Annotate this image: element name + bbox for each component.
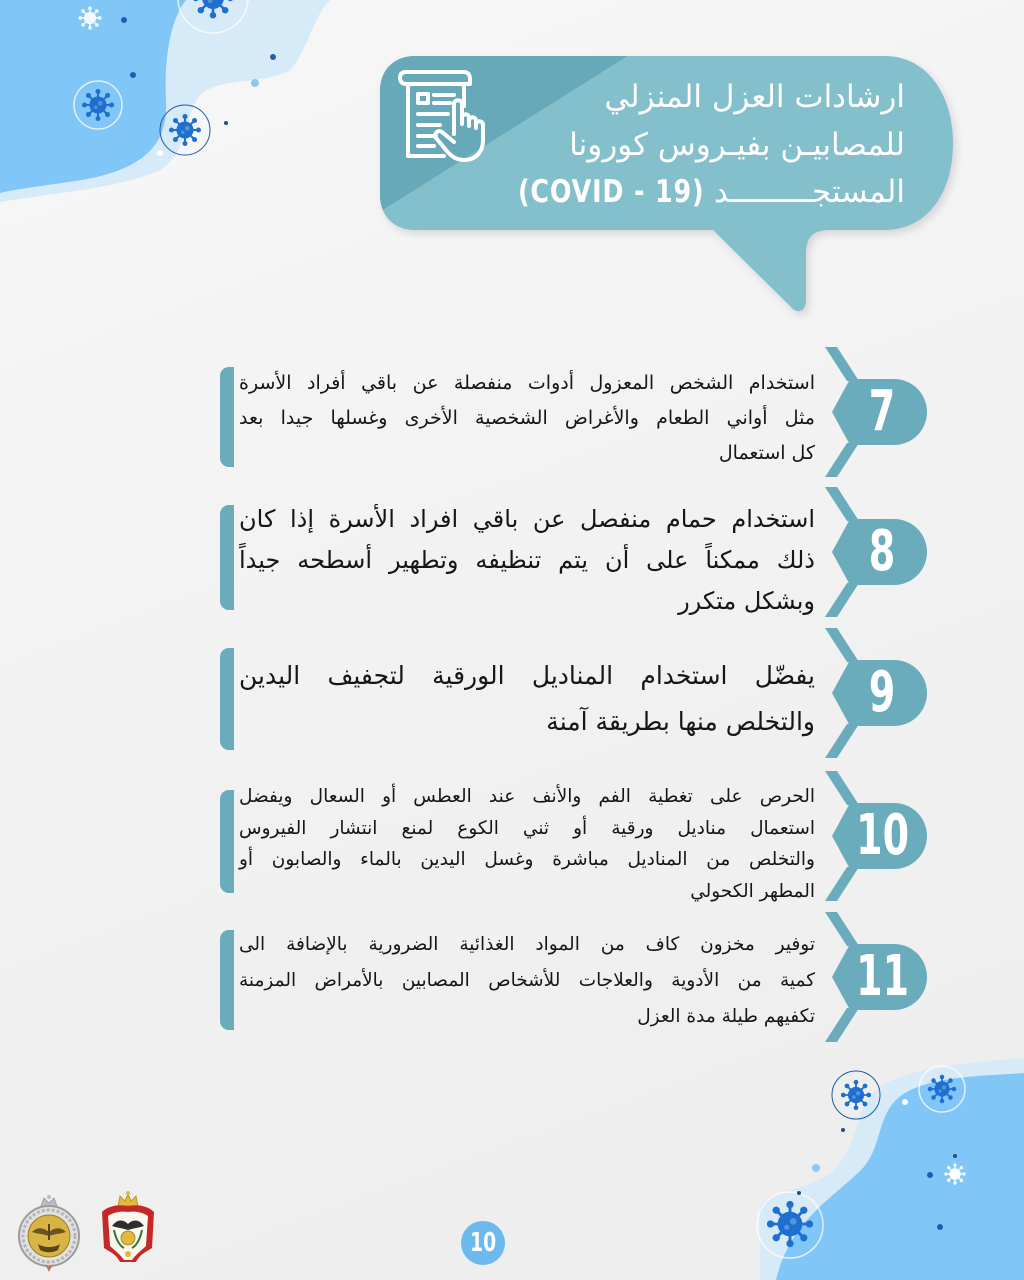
item-text-line: والتخلص من المناديل مباشرة وغسل اليدين بالماء والصابون أو <box>239 849 815 870</box>
virus-ring <box>74 81 122 129</box>
page-number-badge <box>461 1221 505 1265</box>
dot <box>937 1224 943 1230</box>
dot <box>270 54 276 60</box>
number-badge <box>822 771 932 901</box>
dot <box>812 1164 820 1172</box>
dot <box>251 79 259 87</box>
item-text-line: استخدام الشخص المعزول أدوات منفصلة عن باقي أفراد الأسرة <box>239 372 815 394</box>
item-text-line: استعمال مناديل ورقية أو ثني الكوع لمنع انتشار الفيروس <box>239 817 815 839</box>
item-accent-bar <box>220 367 234 467</box>
item-number: 7 <box>868 379 896 444</box>
item-text-line: تكفيهم طيلة مدة العزل <box>637 1006 815 1027</box>
dot <box>157 150 163 156</box>
dot <box>130 72 136 78</box>
item-text-line: توفير مخزون كاف من المواد الغذائية الضرورية بالإضافة الى <box>239 934 815 955</box>
virus-icon <box>928 1075 956 1103</box>
dot <box>841 1128 845 1132</box>
document-hand-pointer-icon <box>398 68 490 164</box>
item-accent-bar <box>220 790 234 893</box>
item-text-line: المطهر الكحولي <box>690 880 815 902</box>
item-text-line: ذلك ممكناً على أن يتم تنظيفه وتطهير أسطحه جيداً <box>239 546 815 574</box>
item-text-line: يفضّل استخدام المناديل الورقية لتجفيف اليدين <box>239 661 815 690</box>
header-title-line-3 <box>491 170 905 214</box>
item-number: 10 <box>856 803 910 868</box>
item-text <box>239 653 815 745</box>
item-text <box>239 366 815 471</box>
item-text-line: الحرص على تغطية الفم والأنف عند العطس أو السعال ويفضل <box>239 786 815 807</box>
number-badge <box>822 628 932 758</box>
jordan-coat-of-arms <box>98 1190 158 1268</box>
dot <box>797 1191 801 1195</box>
item-text-line: والتخلص منها بطريقة آمنة <box>546 707 815 736</box>
item-text-line: كمية من الأدوية والعلاجات للأشخاص المصابين بالأمراض المزمنة <box>239 970 815 991</box>
top-left-blue-blob <box>0 0 186 193</box>
header-title-covid: (COVID - 19) <box>517 174 705 210</box>
virus-ring <box>757 1192 823 1258</box>
item-text <box>239 927 815 1035</box>
dot <box>927 1172 933 1178</box>
item-text <box>239 781 815 907</box>
item-number: 8 <box>868 519 896 584</box>
item-number: 11 <box>856 944 910 1009</box>
virus-icon <box>944 1163 965 1184</box>
number-badge <box>822 487 932 617</box>
item-text-line: استخدام حمام منفصل عن باقي افراد الأسرة إذا كان <box>239 505 815 533</box>
virus-icon <box>841 1080 871 1110</box>
dot <box>121 17 127 23</box>
virus-icon <box>193 0 234 18</box>
dot <box>953 1154 957 1158</box>
top-left-light-blob <box>0 0 330 202</box>
item-accent-bar <box>220 930 234 1030</box>
dot <box>224 121 228 125</box>
header-title-line-1: ارشادات العزل المنزلي <box>604 79 905 115</box>
item-text-line: كل استعمال <box>718 442 815 464</box>
item-text-line: وبشكل متكرر <box>678 587 815 615</box>
dot <box>902 1099 908 1105</box>
item-text <box>239 499 815 622</box>
item-number: 9 <box>868 660 896 725</box>
virus-ring <box>832 1071 880 1119</box>
virus-ring <box>160 105 210 155</box>
header-title-new: المستجـــــــــد <box>713 174 905 210</box>
virus-ring <box>919 1066 965 1112</box>
virus-icon <box>78 6 101 29</box>
number-badge <box>822 912 932 1042</box>
virus-icon <box>169 114 201 146</box>
bottom-right-blue-blob <box>776 1073 1024 1280</box>
virus-icon <box>767 1201 813 1247</box>
item-accent-bar <box>220 648 234 750</box>
item-accent-bar <box>220 505 234 610</box>
virus-ring <box>178 0 248 33</box>
page-number: 10 <box>469 1228 497 1258</box>
item-text-line: مثل أواني الطعام والأغراض الشخصية الأخرى وغسلها جيدا بعد <box>239 407 815 429</box>
public-security-emblem <box>16 1192 82 1274</box>
header-title-line-2: للمصابيـن بفيـروس كورونا <box>569 127 905 163</box>
bottom-right-light-blob <box>760 1058 1024 1280</box>
number-badge <box>822 347 932 477</box>
virus-icon <box>82 89 114 121</box>
